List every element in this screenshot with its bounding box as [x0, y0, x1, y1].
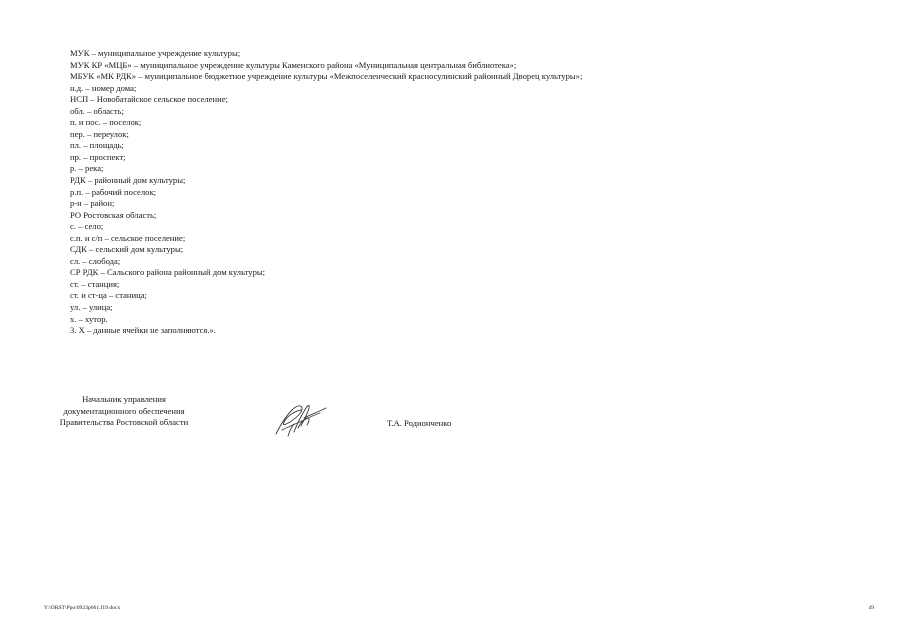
signatory-name: Т.А. Родионченко	[387, 418, 452, 428]
abbreviation-item: МУК – муниципальное учреждение культуры;	[70, 48, 241, 58]
abbreviation-item: пл. – площадь;	[70, 140, 124, 151]
abbreviation-item: МБУК «МК РДК» – муниципальное бюджетное учреждение культуры «Межпоселенческий красносулинский районный Дворец культуры»;	[70, 71, 583, 82]
closing-note: 3. Х – данные ячейки не заполняются.».	[70, 325, 216, 336]
abbreviation-item: СР РДК – Сальского района районный дом культуры;	[70, 267, 266, 278]
abbreviation-item: н.д. – номер дома;	[70, 82, 137, 93]
abbreviation-item: с. – село;	[70, 221, 104, 232]
abbreviation-item: р-н – район;	[70, 198, 115, 209]
abbreviation-item: пр. – проспект;	[70, 151, 126, 162]
abbreviation-item: НСП – Новобатайское сельское поселение;	[70, 94, 228, 105]
abbreviation-item: р.п. – рабочий поселок;	[70, 186, 157, 197]
abbreviation-item: СДК – сельский дом культуры;	[70, 244, 184, 255]
abbreviation-list	[70, 48, 582, 337]
abbreviation-item: РДК – районный дом культуры;	[70, 175, 186, 186]
position-line: Правительства Ростовской области	[59, 417, 189, 428]
abbreviation-item: р. – река;	[70, 163, 104, 174]
footer-file-path: Y:\ORST\Ppo\0923p661.f19.docx	[44, 605, 121, 611]
page-number: 49	[868, 605, 874, 611]
handwritten-signature-icon	[268, 396, 332, 438]
abbreviation-item: обл. – область;	[70, 105, 124, 116]
abbreviation-item: ст. и ст-ца – станица;	[70, 290, 147, 301]
abbreviation-item: РО Ростовская область;	[70, 209, 157, 220]
abbreviation-item: пер. – переулок;	[70, 128, 129, 139]
abbreviation-item: сл. – слобода;	[70, 255, 121, 266]
abbreviation-item: ст. – станция;	[70, 278, 120, 289]
abbreviation-item: х. – хутор.	[70, 313, 108, 324]
abbreviation-item: ул. – улица;	[70, 302, 113, 313]
position-line: Начальник управления	[82, 394, 166, 404]
abbreviation-item: п. и пос. – поселок;	[70, 117, 142, 128]
abbreviation-item: МУК КР «МЦБ» – муниципальное учреждение культуры Каменского района «Муниципальная центральная библиотека»;	[70, 59, 517, 70]
position-line: документационного обеспечения	[63, 405, 185, 416]
signatory-position	[36, 394, 212, 429]
abbreviation-item: с.п. и с/п – сельское поселение;	[70, 232, 186, 243]
